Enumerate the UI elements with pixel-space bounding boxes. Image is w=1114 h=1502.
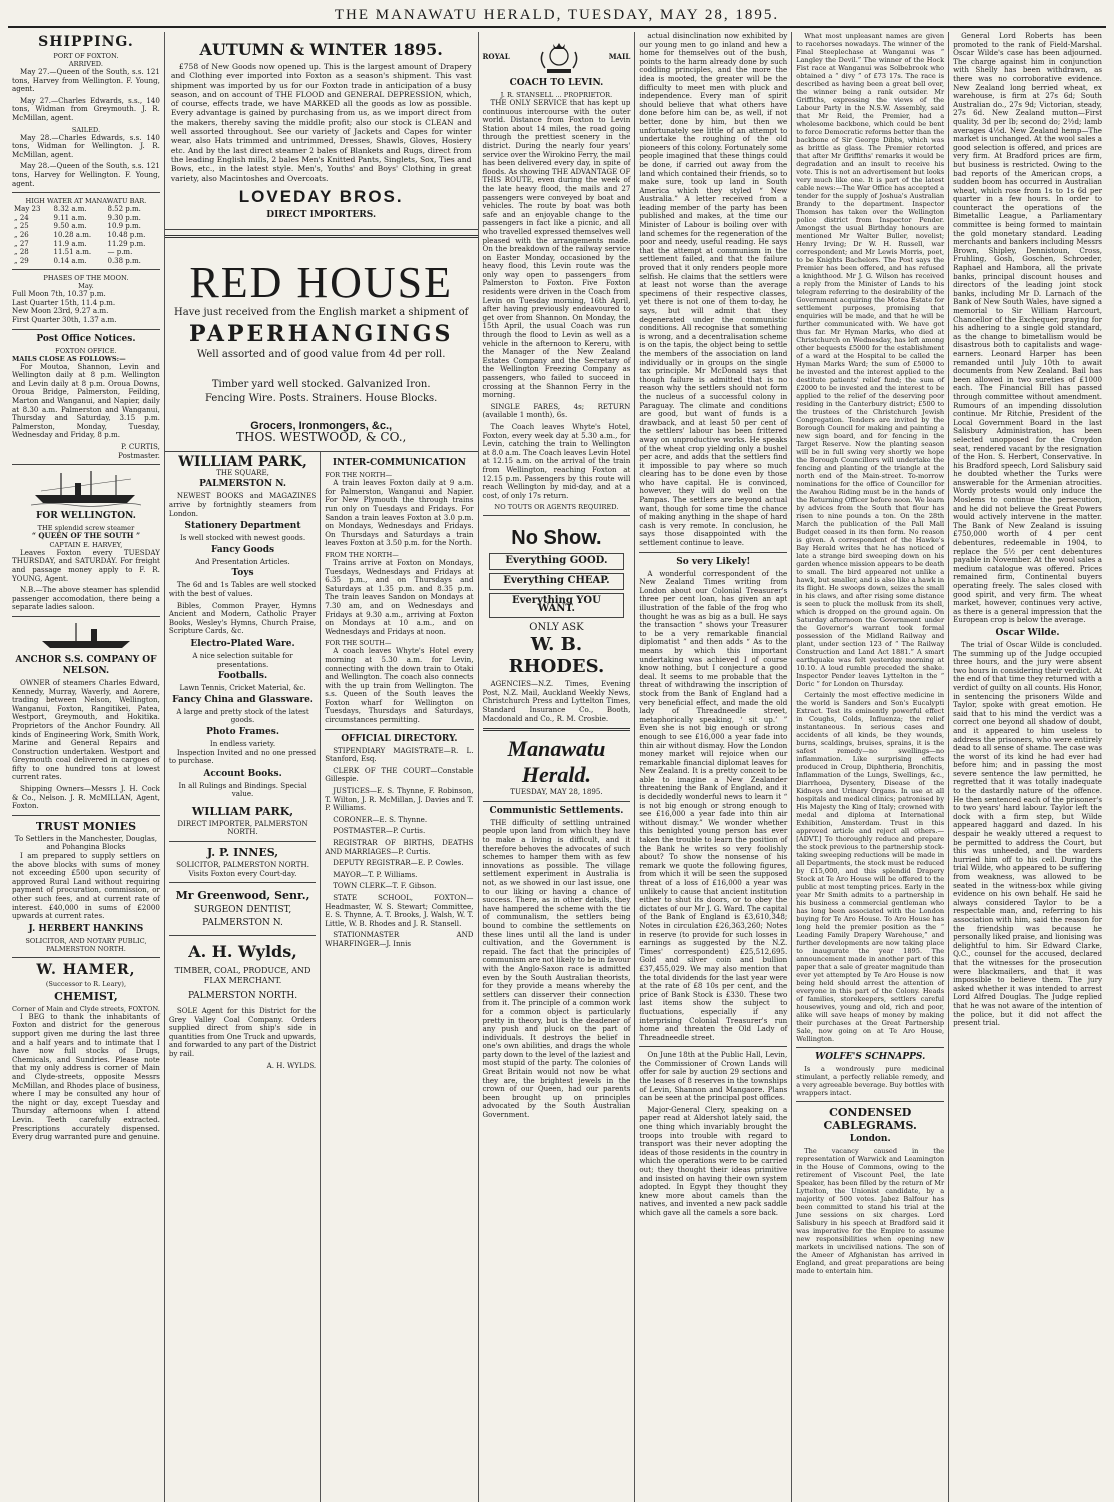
high-water-cell: 10.9 p.m. bbox=[107, 222, 141, 231]
communistic-text: THE difficulty of settling untrained people upon land from which they have to make a living is difficult, and it therefore behoves the advocates of such schemes to hamper them with as few innovations as possible. The village settlement experiment in Australia is not, as we showed in our last issue, one to our liking or having a chance of success. There, as in other details, they have hampered the scheme with the tie of communalism, the settlers being bound to combine the settlements on these lines until all the land is under cultivation, and the Government is repaid. The fact that the principles of communism are not likely to be in favour with the Anglo-Saxon race is admitted even by the South Australian theorists, for they provide a means whereby the settlers can disserver their connection from it. The principle of a common work for a common object is particularly pretty in theory, but is the deadener of any push and pluck on the part of individuals. It destroys the belief in one's own abilities, and drags the whole party down to the level of the laziest and most stupid of the party. The colonies of Great Britain would not now be what they are, the brightest jewels in the crown of our Queen, had our parents been brought up on principles advocated by the South Australian Government. bbox=[482, 817, 631, 1120]
stationery-title: Stationery Department bbox=[184, 521, 301, 532]
red-house-text-2: Well assorted and of good value from 4d per roll. bbox=[196, 349, 446, 361]
directory-entry: CORONER—E. S. Thynne. bbox=[333, 814, 428, 824]
post-office-sub: FOXTON OFFICE. bbox=[55, 346, 117, 355]
electro-text: A nice selection suitable for presentations. bbox=[192, 650, 293, 669]
hankins-role: SOLICITOR, AND NOTARY PUBLIC, PALMERSTON NORTH. bbox=[25, 936, 147, 953]
royal-crest-icon bbox=[537, 38, 581, 76]
news-items: What most unpleasant names are given to racehorses nowadays. The winner of the Final Steeplechase at Wanganui was “ Langley the Devil.” The winner of the Hock Fist race at Wanganui was Solbebrook who obtained a “ divy ” of £73 17s. The race is described as having been a great bell over, the winner being a rank outsider. Mr Griffiths, expressing the views of the Labour Party in the N.S.W. Assembly, said that Mr Reid, the Premier, had a wholesome backbone, which could be bent to force Democratic reforms better than the backbone of Sir George Dibbs, which was as brittle as glass. The Premier retorted that after Mr Griffiths' remarks it would be degradation and an insult to receive his vote. This is not an advertisement but looks very much like one. It is part of the latest cable news:—The War Office has accepted a tender for the supply of Joshua's Australian Brandy to the department. Inspector Thomson has taken over the Wellington police district from Inspector Pender. Amongst the usual Birthday honours are mentioned Mr Walter Buller, novelist; Henry Irving; Dr W. H. Russell, war correspondent; and Mr Lewis Morris, poet, to be Knights Bachelors. The Post says the Premier has been offered, and has refused a knighthood. Mr J. G. Wilson has received a reply from the Minister of Lands to his telegram referring to the desirability of the Government acquiring the Motoa Estate for settlement purposes, promising that enquiries will be made, and that he will be further communicated with. We have got thus far. Mr Hyman Marks, who died at Christchurch on Wednesday, has left among other bequests £5000 for the establishment of a ward at the Hospital to be called the Hyman Marks Ward; the sum of £5000 to be invested and the interest applied to the destitute patients' relief fund; the sum of £2000 to be invested and the interest to be applied to the relief of the deserving poor residing in the Canterbury district; £500 to the trustees of the Christchurch Jewish Congregation. Tenders are invited by the Borough Council for making and painting a new sign board, and for fencing in the Target Reserve. Now the planting season will be in full swing very shortly we hope the Borough Councillors will undertake the fencing and planting of the triangle at the north end of the Main-street. To-morrow nominations for the office of Councillor for the Awahou Riding must be in the hands of the Returning Officer before noon. We learn by advices from the South that flour has risen to nine pounds a ton. On the 28th March the publication of the Pall Mall Budget ceased in its then form. No reason is given. A correspondent of the Hawke's Bay Herald writes that he has noticed of late a strange bird sweeping down on his garden whence mission appears to be death to small. The bird appeared not unlike a hawk, but smaller, and is also like a hawk in its flight. He swoops down, seizes the small in his claws, and after rising some distance is seen to pluck the mollusk from its shell, which is dropped on the ground again. On Saturday afternoon the Government under the Governor's warrant took formal possession of the Midland Railway and plant, under section 123 of “ The Railway Construction and Land Act 1881.” A smart earthquake was felt yesterday morning at 10.10. A loud rumble preceded the shake. Inspector Pender leaves Lyttelton in the “ Doric ” for London on Thursday. bbox=[796, 32, 945, 688]
photo-text: In endless variety. bbox=[209, 738, 276, 748]
high-water-cell: „ 27 bbox=[14, 239, 29, 248]
wellington-captain: CAPTAIN E. HARVEY, bbox=[49, 540, 123, 549]
high-water-cell: „ 25 bbox=[14, 222, 29, 231]
electro-title: Electro-Plated Ware. bbox=[190, 638, 295, 649]
for-north: FOR THE NORTH— bbox=[325, 471, 393, 480]
directory-entry: POSTMASTER—P. Curtis. bbox=[333, 826, 426, 836]
high-water-cell: 11.29 p.m. bbox=[107, 239, 146, 248]
column-park bbox=[165, 452, 321, 1502]
agencies-text: AGENCIES—N.Z. Times, Evening Post, N.Z. Mail, Auckland Weekly News, Christchurch Press and Lyttelton Times, Standard Insurance Co., Booth, Macdonald and Co., R. M. Crosbie. bbox=[482, 679, 631, 723]
high-water-cell: 11.51 a.m. bbox=[53, 248, 92, 257]
port-heading: PORT OF FOXTON. bbox=[53, 52, 119, 60]
column-shipping bbox=[8, 32, 165, 1502]
hamer-address: Corner of Main and Clyde streets, FOXTON. bbox=[12, 1004, 160, 1013]
trust-monies-sub: To Settlers in the Manchester, Douglas, and Pohangina Blocks bbox=[14, 833, 158, 852]
high-water-cell: — p.m. bbox=[107, 248, 133, 257]
chemist-title: CHEMIST, bbox=[54, 989, 118, 1003]
advertisements: Certainly the most effective medicine in the world is Sanders and Son's Eucalypti Extract. Test its eminently powerful effect in Coughs, Colds, Influenza; the relief instantaneous. In serious cases and accidents of all kinds, be they wounds, burns, scaldings, bruises, sprains, it is the safest remedy—no swellings—no inflammation. Like surprising effects produced in Croup, Diphtheria, Bronchitis, Inflammation of the Lungs, Swellings, &c., Diarrhoea, Dysentery, Disease of the Kidneys and Urinary Organs. In use at all hospitals and medical clinics; patronised by His Majesty the King of Italy; crowned with medal and diploma at International Exhibition, Amsterdam. Trust in this approved article and reject all others.—[ADVT.] To thoroughly reduce and prepare the stock previous to the partnership stock-taking sweeping reductions will be made in all Departments, the stock must be reduced by £15,000, and this splendid Drapery Stock at Te Aro House will be offered to the public at most tempting prices. Early in the year Mr Smith admits to a partnership in his business a commercial gentleman who has long been associated with the London buying for Te Aro House. To Aro House has long held the premier position as the “ Leading Family Drapery Warehouse,” and further developments are now taking place to inaugurate the year 1895. The announcement made in another part of this paper that a sale of greater magnitude than ever yet attempted by Te Aro House is now being held should arrest the attention of everyone in this part of the Colony. Heads of families, storekeepers, settlers careful housewives, young and old, rich and poor, alike will save heaps of money by making their purchases at the Great Partnership Sale, now going on at Te Aro House, Wellington. bbox=[796, 691, 945, 1043]
red-house-title: RED HOUSE bbox=[189, 257, 454, 307]
high-water-cell: 8.52 p.m. bbox=[107, 205, 141, 214]
red-house-text: Have just received from the English market a shipment of bbox=[174, 306, 469, 318]
column-inter-communication bbox=[321, 452, 477, 1502]
wellington-ship-name: “ QUEEN OF THE SOUTH ” bbox=[31, 531, 141, 541]
post-office-text: For Moutoa, Shannon, Levin and Wellington daily at 8 p.m. Wellington and Levin daily at 8 p.m. Oroua Downs, Oroua Bridge, Palmerston, Feilding, Marton and Wanganui, and Napier, daily at 8.30 a.m. Palmerston and Wanganui, Thursday and Saturday, 3.15 p.m. Palmerston, Monday, Tuesday, Wednesday and Friday, 8 p.m. bbox=[12, 361, 160, 440]
trust-monies-text: I am prepared to supply settlers on the above blocks with sums of money not exceeding £500 upon security of approved Rural Land without requiring payment of procuration, commission, or other such fees, and at current rate of interest. £40,000 in sums of £2000 upwards at current rates. bbox=[12, 851, 160, 921]
herald-date: TUESDAY, MAY 28, 1895. bbox=[510, 787, 603, 797]
coach-text: THE ONLY SERVICE that has kept up continuous intercourse with the outer world. Distance from Foxton to Levin Station about 14 miles, the road going through the prettiest scenery in the district. During the nearly four years' service over the Wirokino Ferry, the mail has been delivered every day, in spite of floods. As showing THE ADVANTAGE OF THIS ROUTE, even during the week of the late heavy flood, the mails and 27 passengers were conveyed by boat and vehicles. The route by boat was both safe and an enjoyable change to the passengers in fact like a picnic, and all who travelled expressed themselves well pleased with the arrangements made. On the breakdown of the railway service on Easter Monday, occasioned by the heavy flood, this Levin route was the only way open to passengers from Palmerston to Foxton. Five Foxton residents were driven in the Coach from Levin on Tuesday morning, 16th April, after having previously endeavoured to get over from Shannon. On Monday, the 15th April, the usual Coach was run through the flood to Levin as well as a vehicle in the afternoon to Kereru, with the Manager of the New Zealand Estates Company and the Secretary of the Wellington Freezing Company as passengers, who failed to succeed in crossing at the Shannon Ferry in the morning. bbox=[482, 98, 631, 400]
high-water-cell: May 23 bbox=[14, 205, 41, 214]
masthead: THE MANAWATU HERALD, TUESDAY, MAY 28, 1895. bbox=[8, 4, 1106, 28]
from-north-text: Trains arrive at Foxton on Mondays, Tuesdays, Wednesdays and Fridays at 6.35 p.m., and on Thursdays and Saturdays at 1.35 p.m. and 8.35 p.m. The train leaves Sandon on Mondays at 7.30 am, and on Wednesdays and Fridays at 9.30 a.m., arriving at Foxton on Mondays at 10 a.m., and on Wednesdays and Fridays at noon. bbox=[325, 557, 474, 636]
mail-label: MAIL bbox=[608, 51, 631, 61]
herald-masthead: Manawatu Herald. bbox=[507, 736, 606, 788]
park-square: THE SQUARE, bbox=[216, 467, 269, 477]
westwood-name: THOS. WESTWOOD, & CO., bbox=[236, 429, 407, 444]
oscar-wilde-text: The trial of Oscar Wilde is concluded. The summing up of the Judge occupied three hours, and the jury were absent two hours in considering their verdict. At the end of that time they returned with a verdict of guilty on all counts. His Honor, in sentencing the prisoners Wilde and Taylor, spoke with great emotion. He said that to his mind the verdict was a correct one beyond all shadow of doubt, and it appeared to him useless to address the prisoners, who were entirely dead to all sense of shame. The case was the worst of its kind he had ever had before him; and in passing the most severe sentence the law permitted, he regretted that it was totally inadequate to the dastardly nature of the offence. He then sentenced each of the prisoner's to two years' hard labour. Taylor left the dock with a firm step, but Wilde appeared haggard and dazed. In his despair he weakly uttered a request to be permitted to address the Court, but this was unheeded, and the warders hurried him off to his cell. During the trial Wilde, who appeared to be suffering from weakness, was allowed to be seated in the witness-box while giving evidence on his own behalf. He said he always considered Taylor to be a respectable man, and, referring to his association with him, said the reason for the friendship was because he personally liked praise, and lionising was delightful to him. Sir Edward Clarke, Q.C., counsel for the accused, declared that the witnesses for the prosecution were blackmailers, and that it was impossible to believe them. The jury asked whether it was intended to arrest Lord Alfred Douglas. The Judge replied that he was not aware of the intention of the police, but it did not affect the present trial. bbox=[953, 639, 1102, 1028]
london-heading: London. bbox=[849, 1134, 891, 1144]
red-house-ad bbox=[165, 243, 478, 452]
sailing-2: May 28.—Queen of the South, s.s. 121 tons, Harvey for Wellington. F. Young, agent. bbox=[12, 161, 160, 188]
directory-entry: REGISTRAR OF BIRTHS, DEATHS AND MARRIAGES—P. Curtis. bbox=[325, 838, 474, 856]
hamer-name: W. HAMER, bbox=[36, 961, 136, 978]
cablegrams-title: CONDENSED CABLEGRAMS. bbox=[823, 1106, 917, 1132]
column-royal-mail bbox=[479, 32, 636, 1502]
wellington-ship-intro: THE splendid screw steamer bbox=[37, 524, 135, 533]
toys-text: The 6d and 1s Tables are well stocked with the best of values. bbox=[168, 580, 317, 598]
oscar-wilde-title: Oscar Wilde. bbox=[995, 627, 1060, 638]
directory-list bbox=[325, 747, 473, 949]
royal-label: ROYAL bbox=[482, 51, 510, 61]
post-office-sign: P. CURTIS, bbox=[121, 442, 160, 451]
high-water-cell: „ 24 bbox=[14, 213, 29, 222]
sailed-heading: SAILED. bbox=[71, 125, 101, 134]
high-water-row bbox=[12, 231, 160, 240]
wolfe-text: Is a wondrously pure medicinal stimulant, a perfectly reliable remedy, and a very agreeable beverage. Buy bottles with wrappers intact. bbox=[796, 1065, 945, 1097]
high-water-cell: „ 28 bbox=[14, 248, 29, 257]
account-text: In all Rulings and Bindings. Special value. bbox=[178, 780, 307, 799]
no-touts: NO TOUTS OR AGENTS REQUIRED. bbox=[494, 503, 619, 512]
anchor-text: OWNER of steamers Charles Edward, Kennedy, Murray, Waverly, and Aorere, trading between Nelson, Wellington, Wanganui, Foxton, Rangitikei, Patea, Westport, Greymouth, and Hokitika. Proprietors of the Anchor Foundry. All kinds of Engineering Work, Smith Work, Marine and General Repairs and Construction undertaken. Westport and Greymouth coal delivered in cargoes of fifty to one hundred tons at lowest current rates. bbox=[12, 677, 160, 782]
high-water-cell: 8.32 a.m. bbox=[53, 205, 87, 214]
moon-phase-item: First Quarter 30th, 1.37 a.m. bbox=[12, 315, 117, 325]
park-town: PALMERSTON N. bbox=[199, 479, 286, 490]
directory-title: OFFICIAL DIRECTORY. bbox=[341, 733, 458, 744]
very-likely-text: A wonderful correspondent of the New Zealand Times writing from London about our Colonial Treasurer's three per cent loan, has given an apt illustration of the fable of the frog who thought he was as big as a bull. He says the transaction “ shows your Treasurer to be a very remarkable financial diplomatist ” and then adds “ As to the means by which this important undertaking was achieved I of course know nothing, but I conjecture a good deal. It seems to me probable that the threat of withdrawing the inscription of stock from the Bank of England had a very beneficial effect, and made the old lady of Threadneedle street, metaphorically speaking, ‘ sit up.’ ” Even she is not big enough or strong enough to see £16,000 a year fade into thin air without dismay. How the London money market will rejoice when our remarkable financial diplomat leaves for New Zealand. It is a pretty conceit to be able to imagine a New Zealander threatening the Bank of England, and it is decidedly wonderful news to learn it “ is not big enough or strong enough to see £16,000 a year fade into thin air without dismay.” We wonder whether this benighted young person has ever taken the trouble to learn the position of the Bank he writes so very foolishly about? To show the nonsense of his remark we quote the following figures, from which it will be seen the supposed threat of a loss of £16,000 a year was unlikely to cause that ancient institution either to shut its doors, or to obey the dictates of our Mr J. G. Ward. The capital of the Bank of England is £3,610,348; Notes in circulation £26,363,260; Notes in reserve (to provide for such losses in earnings as suggested by the N.Z. Times' correspondent) £25,512,695. Gold and silver coin and bullion £37,455,029. We may also mention that the total dividends for the last year were at the rate of £8 10s per cent, and the price of Bank Stock is £330. These two last items show the subject to fluctuations, especially if any interprising Colonial Treasurer's run home and threaten the Old Lady of Threadneedle street. bbox=[639, 568, 788, 1042]
moon-phase-item: Full Moon 7th, 10.37 p.m. bbox=[12, 289, 106, 299]
directory-entry: CLERK OF THE COURT—Constable Gillespie. bbox=[325, 765, 474, 784]
cablegrams-continued: General Lord Roberts has been promoted to the rank of Field-Marshal. Oscar Wilde's case has been adjourned. The charge against him in conjunction with Shelly has been withdrawn, as there was no corroborative evidence. New Zealand long berried wheat, ex warehouse, is firm at 27s 6d; South Australian do., 27s 9d; Victorian, steady, 27s 6d. New Zealand mutton—First quality, 3d per lb; second do; 2½d; lamb averages 4½d. New Zealand hemp—The market is unchanged. At the wool sales a good selection is offered, and prices are very firm. At Bradford prices are firm, but business is restricted. Owing to the bad reports of the American crops, a sudden boom has occurred in Australian wheat, which rose from 1s to 1s 6d per quarter in a few hours. In order to counteract the operations of the Bimetallic League, a Parliamentary committee is being formed to maintain the gold monetary standard. Leading merchants and bankers including Messrs Brown, Shipley, Dennistoun, Cross, Fruhling, Gosh, Goschen, Schroeder, Raphael and Hambora, all the private banks, principal discount houses and directors of the leading joint stock banks, including Mr D. Larnach of the Bank of New South Wales, have signed a memorial to Sir William Harcourt, Chancellor of the Exchequer, praying for his adhering to a single gold standard, as the change to bimetallism would be disastrous both to capitalists and wage-earners. Leonard Harper has been remanded until July 10th to await documents from New Zealand. Bail has been allowed in two sureties of £1000 each. The Financial Bill has passed through committee without amendment. Rumours of an impending dissolution continue. Mr Ritchie, President of the Local Government Board in the last Salisbury Administration, has been selected unopposed for the Croydon seat, rendered vacant by the resignation of the Hon. S. Herbert, Conservative. In his Bradford speech, Lord Salisbury said he doubted whether the Turks were answerable for the Armenian atrocities. Wordy protests would only induce the Moslems to continue the persecution, and he did not believe the Great Powers would actively intervene in the matter. The Bank of New Zealand is issuing £750,000 worth of 4 per cent debentures, redeemable in 1904, to replace the 5½ per cent debentures payable in November. At the wool sales a medium catalogue was offered. Prices remained firm, Continental buyers operating freely. The sales closed with good spirit, and very firm. The wheat market, however, continues very active, as there is a general impression that the European crop is below the average. bbox=[953, 32, 1102, 625]
high-water-cell: 10.48 p.m. bbox=[107, 230, 146, 239]
directory-entry: JUSTICES—E. S. Thynne, F. Robinson, T. Wilton, J. R. McMillan, J. Davies and T. P. Williams. bbox=[325, 786, 474, 813]
coach-text-2: The Coach leaves Whyte's Hotel, Foxton, every week day at 5.30 a.m., for Levin, catching the train to Wellington at 8.0 a.m. The Coach leaves Levin Hotel at 12.15 a.m. on the arrival of the train from Wellington, reaching Foxton at 12.15 p.m. Passengers by this route will reach Wellington by mid-day, and at a cost, of only 17s return. bbox=[482, 421, 631, 500]
high-water-cell: „ 26 bbox=[14, 230, 29, 239]
arrived-heading: ARRIVED. bbox=[68, 60, 103, 68]
trust-monies-title: TRUST MONIES bbox=[35, 819, 137, 833]
post-office-title: Post Office Notices. bbox=[36, 333, 136, 344]
for-south: FOR THE SOUTH— bbox=[325, 639, 392, 648]
everything-you-want: Everything YOU WANT. bbox=[489, 593, 625, 618]
toys-title: Toys bbox=[231, 568, 254, 579]
red-house-items: Timber yard well stocked. Galvanized Iron. Fencing Wire. Posts. Strainers. House Blocks. bbox=[205, 379, 438, 405]
column-cablegrams bbox=[949, 32, 1106, 1502]
wylds-agent: SOLE Agent for this District for the Grey Valley Coal Company. Orders supplied direct from ship's side in quantities from One Truck and upwards, and forwarded to any part of the District by rail. bbox=[168, 1006, 317, 1059]
hamer-text: I BEG to thank the inhabitants of Foxton and district for the generous support given me during the last three and a half years and to intimate that I have now full stocks of Drugs, Chemicals, and Sundries. Please note that my only address is corner of Main and Clyde-streets, opposite Messrs McMillan, and Rhodes place of business, where I may be consulted any hour of the night or day, except Tuesday and Thursday afternoons when I attend Levin. Teeth carefully extracted. Prescriptions accurately dispensed. Every drug warranted pure and genuine. bbox=[12, 1011, 160, 1142]
wolfe-title: WOLFE'S SCHNAPPS. bbox=[815, 1052, 926, 1062]
fancy-text: And Presentation Articles. bbox=[195, 556, 290, 566]
no-show-title: No Show. bbox=[511, 527, 602, 550]
innes-text: Visits Foxton every Court-day. bbox=[188, 868, 297, 878]
hankins-name: J. HERBERT HANKINS bbox=[28, 923, 144, 934]
directory-entry: MAYOR—T. P. Williams. bbox=[333, 869, 418, 879]
innes-name: J. P. INNES, bbox=[206, 846, 279, 860]
moon-phase-item: Last Quarter 15th, 11.4 p.m. bbox=[12, 297, 116, 307]
inspection-text: Inspection Invited and no one pressed to purchase. bbox=[168, 747, 317, 766]
fancy-title: Fancy Goods bbox=[210, 544, 275, 555]
autumn-winter-text: £758 of New Goods now opened up. This is the largest amount of Drapery and Clothing ever imported into Foxton as a season's shipment. This vast shipment was imported by us for our Foxton trade in anticipation of a busy season, and on account of THE FLOOD and GENERAL DEPRESSION, which, of course, effects trade, we have MARKED all the goods as low as possible. Every advantage is gained by purchasing from us, as we import direct from the makers, thereby saving the middle profit; also our stock is CLEAN and well assorted throughout. See our variety of Jackets and Capes for winter wear, also Hats trimmed and untrimmed, Dresses, Shawls, Gloves, Hosiery etc. And by the last direct steamer 2 bales of Blankets and Rugs, direct from the leading English mills, 2 bales Men's Knitted Pants, Singlets, Sox, Ties and Bows, etc., in the latest style. Men's, Youths' and Boys' Clothing in great variety, also Macintoshes and Overcoats. bbox=[170, 62, 472, 183]
paperhangings-title: PAPERHANGINGS bbox=[188, 321, 454, 348]
clery-text: Major-General Clery, speaking on a paper read at Aldershot lately said, the one thing which invariably brought the troops into trouble with regard to transport was their never adopting the ideas of those residents in the country in which the operations were to be carried out; they thought their ideas primitive and insisted on having their own system adopted. In Egypt they thought they knew more about camels than the natives, and invented a new pack saddle which gave all the camels a sore back. bbox=[639, 1104, 788, 1217]
high-water-cell: 9.11 a.m. bbox=[53, 213, 87, 222]
everything-cheap: Everything CHEAP. bbox=[489, 573, 625, 590]
innes-sub: SOLICITOR, PALMERSTON NORTH. bbox=[176, 860, 309, 870]
moon-phases bbox=[12, 290, 160, 324]
anchor-steamer-icon bbox=[36, 621, 136, 651]
shipping-title: SHIPPING. bbox=[38, 34, 134, 50]
article-text-1: actual disinclination now exhibited by our young men to go inland and hew a home for themselves out of the bush, points to the harm already done by such coddling principles, and the more the idea is mooted, the greater will be the difficulty to meet men with pluck and independence. Every man of spirit should believe that what others have done before him can be, as well, if not better, done by him, but then we unfortunately see little of an attempt to undertake the roughing of the old pioneers of this colony. Fortunately some people imagined that these things could be done, if carried out away from the land which contained their friends, so to make sure, took up land in South America which they styled “ New Australia.” A letter received from a leading member of the party has been published and makes, at the time our Minister of Labour is boiling over with land schemes for the regeneration of the poor and needy, useful reading. He says that the attempt at communism in the settlement failed, and that the failure proved that it only renders people more selfish. He claims that the settlers were at least not worse than the average specimens of their respective classes, yet there is not one of them to-day, he says, but will admit that they degenerated under the communistic conditions. All recognise that something is wrong, and a decentralisation scheme is on the tapis, the object being to settle the members of the association on land individually or in groups on the single tax principle. Mr McDonald says that though failure is admitted that is no reason why the settlers should not form the nucleus of a successful colony in Paraguay. The climate and conditions are good, but want of funds is a drawback, and at least 50 per cent of the settlers' labour has been frittered away on unproductive works. He speaks of the wheat crop yielding only a bushel per acre, and adds that the settlers find it impossible to pay where so much clearing has to be done even by those who have capital. He is convinced, however, they will do well on the Pampas. The settlers are beyond actual want, though for some time the chance of making anything in the shape of hard cash is very remote. In conclusion, he says those disappointed with the settlement continue to leave. bbox=[639, 32, 788, 548]
arrival-2: May 27.—Charles Edwards, s.s., 140 tons, Widman from Greymouth. J. R. McMillan, agent. bbox=[12, 95, 160, 122]
footballs-title: Footballs. bbox=[217, 671, 268, 682]
levin-notice: On June 18th at the Public Hall, Levin, the Commissioner of Crown Lands will offer for sale by auction 29 sections and the leases of 8 reserves in the townships of Levin, Shannon and Mangaore. Plans can be seen at the principal post offices. bbox=[639, 1050, 788, 1103]
communistic-title: Communistic Settlements. bbox=[489, 805, 624, 816]
high-water-cell: 10.28 a.m. bbox=[53, 230, 92, 239]
rhodes-name: W. B. RHODES. bbox=[508, 634, 605, 678]
high-water-cell: 0.14 a.m. bbox=[53, 256, 87, 265]
moon-month: May. bbox=[78, 282, 94, 291]
autumn-winter-ad bbox=[165, 32, 478, 230]
steamship-icon bbox=[31, 469, 141, 507]
directory-entry: STIPENDIARY MAGISTRATE—R. L. Stanford, Esq. bbox=[325, 745, 474, 764]
high-water-row bbox=[12, 214, 160, 223]
wylds-town: PALMERSTON NORTH. bbox=[187, 991, 298, 1002]
high-water-row bbox=[12, 240, 160, 249]
everything-good: Everything GOOD. bbox=[489, 553, 625, 570]
mails-close: MAILS CLOSE AS FOLLOWS:— bbox=[12, 354, 126, 363]
greenwood-town: PALMERSTON N. bbox=[202, 917, 283, 928]
grocers-line: Grocers, Ironmongers, &c., bbox=[250, 420, 393, 433]
high-water-cell: 9.50 a.m. bbox=[53, 222, 87, 231]
hamer-successor: (Successor to R. Leary), bbox=[45, 979, 127, 988]
moon-phase-item: New Moon 23rd, 9.27 a.m. bbox=[12, 306, 109, 316]
very-likely-title: So very Likely! bbox=[676, 556, 751, 567]
for-south-text: A coach leaves Whyte's Hotel every morning at 5.30 a.m. for Levin, connecting with the down train to Otaki and Wellington. The coach also connects with the up train from Wellington. The s.s. Queen of the South leaves the Foxton wharf for Wellington on Tuesdays, Thursdays and Saturdays, circumstances permitting. bbox=[325, 646, 474, 725]
high-water-row bbox=[12, 248, 160, 257]
coach-title: COACH TO LEVIN. bbox=[509, 78, 604, 88]
cablegrams-text: The vacancy caused in the representation of Warwick and Leamington in the House of Commons, owing to the retirement of Viscount Peel, the late Speaker, has been filled by the return of Mr Lyttelton, the Unionist candidate, by a majority of 500 votes. Jabez Balfour has been committed to stand his trial at the June sessions on six charges. Lord Salisbury in his speech at Bradford said it was imperative for the Empire to assume new responsibilities when opening new markets in uncivilised nations. The son of the Ameer of Afghanistan has arrived in England, and great preparations are being made to entertain him. bbox=[796, 1147, 945, 1275]
directory-entry: STATE SCHOOL, FOXTON—Headmaster, W. S. Stewart; Committee, E. S. Thynne, A. T. Brooks, J. Walsh, W. T. Little, W. B. Rhodes and J. R. Stansell. bbox=[325, 892, 474, 928]
high-water-row bbox=[12, 222, 160, 231]
park-text: NEWEST BOOKS and MAGAZINES arrive by fortnightly steamers from London. bbox=[168, 491, 317, 518]
china-text: A large and pretty stock of the latest goods. bbox=[176, 706, 309, 725]
wylds-sign: A. H. WYLDS. bbox=[266, 1060, 317, 1070]
directory-entry: DEPUTY REGISTRAR—E. P. Cowles. bbox=[333, 858, 464, 868]
moon-title: PHASES OF THE MOON. bbox=[43, 274, 129, 283]
park-name: WILLIAM PARK, bbox=[178, 454, 307, 471]
column-wide-ads bbox=[165, 32, 479, 1502]
ic-title: INTER-COMMUNICATION bbox=[332, 458, 466, 469]
column-article bbox=[635, 32, 792, 1502]
wylds-text: TIMBER, COAL, PRODUCE, AND FLAX MERCHANT. bbox=[174, 966, 311, 986]
high-water-title: HIGH WATER AT MANAWATU BAR. bbox=[25, 197, 147, 206]
stansell-proprietor: J. R. STANSELL ... PROPRIETOR. bbox=[500, 91, 613, 99]
column-news-items bbox=[792, 32, 949, 1502]
greenwood-role: SURGEON DENTIST, bbox=[193, 905, 292, 916]
sailing-1: May 28.—Charles Edwards, s.s. 140 tons, Widman for Wellington. J. R. McMillan, agent. bbox=[12, 132, 160, 159]
wellington-nb: N.B.—The above steamer has splendid passenger accomodation, there being a separate ladies saloon. bbox=[12, 585, 160, 612]
high-water-row bbox=[12, 205, 160, 214]
high-water-cell: 0.38 p.m. bbox=[107, 256, 141, 265]
high-water-cell: 9.30 p.m. bbox=[107, 213, 141, 222]
wellington-text: Leaves Foxton every TUESDAY THURSDAY, and SATURDAY. For freight and passage money apply to F. R. YOUNG, Agent. bbox=[12, 547, 160, 583]
high-water-row bbox=[12, 257, 160, 266]
arrival-1: May 27.—Queen of the South, s.s. 121 tons, Harvey from Wellington. F. Young, agent. bbox=[12, 67, 160, 94]
greenwood-name: Mr Greenwood, Senr., bbox=[175, 889, 310, 903]
account-title: Account Books. bbox=[203, 768, 282, 779]
autumn-winter-title: AUTUMN & WINTER 1895. bbox=[199, 40, 443, 59]
post-office-role: Postmaster. bbox=[118, 450, 160, 460]
wellington-title: FOR WELLINGTON. bbox=[35, 511, 136, 522]
high-water-cell: 11.9 a.m. bbox=[53, 239, 87, 248]
bibles-text: Bibles, Common Prayer, Hymns Ancient and Modern, Catholic Prayer Books, Wesley's Hymns, Church Praise, Scripture Cards, &c. bbox=[168, 600, 317, 636]
footballs-text: Lawn Tennis, Cricket Material, &c. bbox=[179, 683, 306, 693]
photo-title: Photo Frames. bbox=[206, 726, 279, 737]
park2-sub: DIRECT IMPORTER, PALMERSTON NORTH. bbox=[177, 818, 308, 837]
high-water-cell: „ 29 bbox=[14, 256, 29, 265]
coach-fares: SINGLE FARES, 4s; RETURN (available 1 month), 6s. bbox=[482, 401, 631, 420]
china-title: Fancy China and Glassware. bbox=[172, 694, 313, 705]
wylds-name: A. H. Wylds, bbox=[188, 942, 297, 962]
for-north-text: A train leaves Foxton daily at 9 a.m. for Palmerston, Wanganui and Napier. For New Plymouth the through trains run only on Tuesdays and Fridays. For Sandon a train leaves Foxton at 3.0 p.m. on Mondays, Wednesdays and Fridays. On Thursdays and Saturdays a train leaves Foxton at 3.50 p.m. for the North. bbox=[325, 478, 474, 548]
anchor-title: ANCHOR S.S. COMPANY OF NELSON. bbox=[15, 654, 157, 676]
loveday-name: LOVEDAY BROS. bbox=[238, 186, 404, 206]
park2-name: WILLIAM PARK, bbox=[191, 804, 294, 818]
stationery-text: Is well stocked with newest goods. bbox=[179, 533, 306, 543]
from-north: FROM THE NORTH— bbox=[325, 550, 399, 559]
anchor-shipping-owners: Shipping Owners—Messrs J. H. Cock & Co., Nelson. J. R. McMILLAN, Agent, Foxton. bbox=[12, 784, 160, 811]
high-water-table bbox=[12, 205, 160, 265]
only-ask: ONLY ASK bbox=[529, 621, 584, 633]
directory-entry: STATIONMASTER AND WHARFINGER—J. Innis bbox=[325, 930, 474, 948]
directory-entry: TOWN CLERK—T. F. Gibson. bbox=[333, 881, 437, 891]
loveday-sub: DIRECT IMPORTERS. bbox=[266, 209, 377, 220]
